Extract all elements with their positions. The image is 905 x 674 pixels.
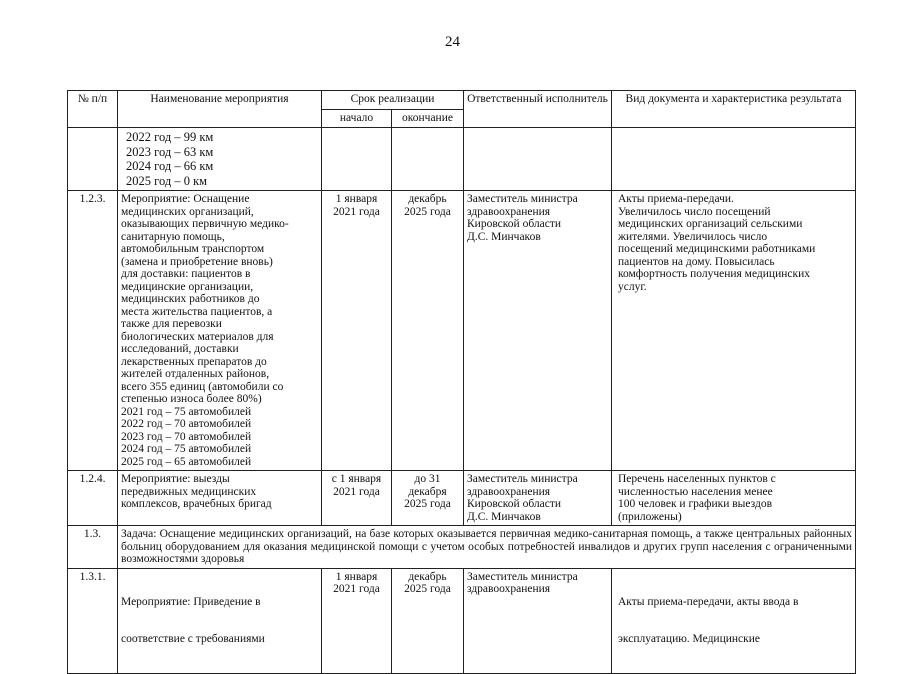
end-line: декабрь <box>408 193 447 205</box>
executor-line: Заместитель министра <box>467 570 578 583</box>
row-num: 1.2.4. <box>68 471 118 526</box>
row-num: 1.3.1. <box>68 568 118 673</box>
table-row <box>68 191 856 471</box>
name-line: биологических материалов для <box>121 330 274 343</box>
result-line: медицинских организаций сельскими <box>618 218 803 230</box>
measures-table <box>67 90 856 674</box>
row-name <box>118 568 322 673</box>
table-row <box>68 128 856 191</box>
executor-line: Заместитель министра <box>467 473 578 485</box>
end-line: декабря <box>408 485 447 498</box>
result-line: жителями. Увеличилось число <box>618 230 768 243</box>
name-line: 2024 год – 66 км <box>126 159 214 173</box>
row-end <box>392 191 464 471</box>
end-line: декабрь <box>408 570 447 583</box>
row-num: 1.2.3. <box>68 191 118 471</box>
name-line: для доставки: пациентов в <box>121 268 251 280</box>
name-line: степенью износа более 80%) <box>121 393 262 405</box>
name-line: санитарную помощь, <box>121 230 225 243</box>
name-line: 2023 год – 70 автомобилей <box>121 430 252 443</box>
header-result: Вид документа и характеристика результата <box>612 91 856 128</box>
end-line: до 31 <box>414 473 441 485</box>
row-end <box>392 568 464 673</box>
executor-line: здравоохранения <box>467 205 551 218</box>
start-line: с 1 января <box>331 473 382 485</box>
row-name <box>118 471 322 526</box>
name-line: также для перевозки <box>121 318 222 330</box>
row-name <box>118 191 322 471</box>
name-line: автомобильным транспортом <box>121 243 265 255</box>
row-executor <box>464 568 612 673</box>
header-num: № п/п <box>68 91 118 128</box>
name-line: комплексов, врачебных бригад <box>121 498 272 510</box>
name-line: 2022 год – 70 автомобилей <box>121 418 252 430</box>
executor-line: Кировской области <box>467 218 562 230</box>
table-row <box>68 526 856 569</box>
row-executor <box>464 471 612 526</box>
result-line: эксплуатацию. Медицинские <box>618 633 761 645</box>
name-line: места жительства пациентов, а <box>121 305 273 318</box>
start-line: 2021 года <box>333 485 380 498</box>
row-result <box>612 471 856 526</box>
table-row <box>68 568 856 673</box>
row-result <box>612 568 856 673</box>
header-period: Срок реализации <box>322 91 464 110</box>
start-line: 1 января <box>335 193 378 205</box>
executor-line: Д.С. Минчаков <box>467 510 541 523</box>
name-line: (замена и приобретение вновь) <box>121 255 273 268</box>
name-line: всего 355 единиц (автомобили со <box>121 380 284 393</box>
row-executor <box>464 128 612 191</box>
header-row <box>68 91 856 110</box>
result-line: Акты приема-передачи. <box>618 193 734 205</box>
row-end <box>392 471 464 526</box>
row-executor <box>464 191 612 471</box>
header-name: Наименование мероприятия <box>118 91 322 128</box>
executor-line: Заместитель министра <box>467 193 578 205</box>
table-row <box>68 471 856 526</box>
row-result <box>612 191 856 471</box>
name-line: медицинские организации, <box>121 280 254 293</box>
name-line: оказывающих первичную медико- <box>121 218 289 230</box>
task-text: Задача: Оснащение медицинских организаций, на базе которых оказывается первичная медико-санитарная помощь, а также центральных районных больниц оборудованием для оказания медицинской помощи с учетом особых потребностей инвалидов и других групп населения с ограниченными возможностями здоровья <box>118 526 856 569</box>
row-result <box>612 128 856 191</box>
name-line: 2022 год – 99 км <box>126 130 214 144</box>
name-line: исследований, доставки <box>121 343 239 355</box>
row-start <box>322 191 392 471</box>
row-start <box>322 471 392 526</box>
name-line: 2021 год – 75 автомобилей <box>121 405 252 418</box>
name-line: 2025 год – 65 автомобилей <box>121 455 252 468</box>
executor-line: Кировской области <box>467 498 562 510</box>
result-line: численностью населения менее <box>618 485 773 498</box>
page-number: 24 <box>445 34 460 50</box>
executor-line: Д.С. Минчаков <box>467 230 541 243</box>
start-line: 2021 года <box>333 205 380 218</box>
name-line: лекарственных препаратов до <box>121 355 267 368</box>
start-line: 2021 года <box>333 583 380 595</box>
end-line: 2025 года <box>404 205 451 218</box>
result-line: Увеличилось число посещений <box>618 205 771 218</box>
name-line: Мероприятие: Оснащение <box>121 193 250 205</box>
row-start <box>322 568 392 673</box>
executor-line: здравоохранения <box>467 485 551 498</box>
row-name <box>118 128 322 191</box>
result-line: Перечень населенных пунктов с <box>618 473 776 485</box>
row-num: 1.3. <box>68 526 118 569</box>
result-line: Акты приема-передачи, акты ввода в <box>618 595 799 608</box>
name-line: жителей отдаленных районов, <box>121 368 270 380</box>
name-line: Мероприятие: выезды <box>121 473 230 485</box>
row-start <box>322 128 392 191</box>
name-line: передвижных медицинских <box>121 485 257 498</box>
name-line: соответствие с требованиями <box>121 633 265 645</box>
result-line: комфортность получения медицинских <box>618 268 810 280</box>
header-executor: Ответственный исполнитель <box>464 91 612 128</box>
row-num <box>68 128 118 191</box>
name-line: медицинских организаций, <box>121 205 254 218</box>
start-line: 1 января <box>335 570 378 583</box>
result-line: пациентов на дому. Повысилась <box>618 255 775 268</box>
result-line: (приложены) <box>618 510 682 523</box>
end-line: 2025 года <box>404 498 451 510</box>
name-line: Мероприятие: Приведение в <box>121 595 261 608</box>
name-line: медицинских работников до <box>121 293 260 305</box>
name-line: 2023 год – 63 км <box>126 144 214 159</box>
executor-line: здравоохранения <box>467 583 551 595</box>
row-end <box>392 128 464 191</box>
name-line: 2024 год – 75 автомобилей <box>121 443 252 455</box>
result-line: 100 человек и графики выездов <box>618 498 773 510</box>
header-end: окончание <box>392 109 464 128</box>
result-line: посещений медицинскими работниками <box>618 243 816 255</box>
name-line: 2025 год – 0 км <box>126 173 208 188</box>
end-line: 2025 года <box>404 583 451 595</box>
result-line: услуг. <box>618 280 647 293</box>
header-start: начало <box>322 109 392 128</box>
